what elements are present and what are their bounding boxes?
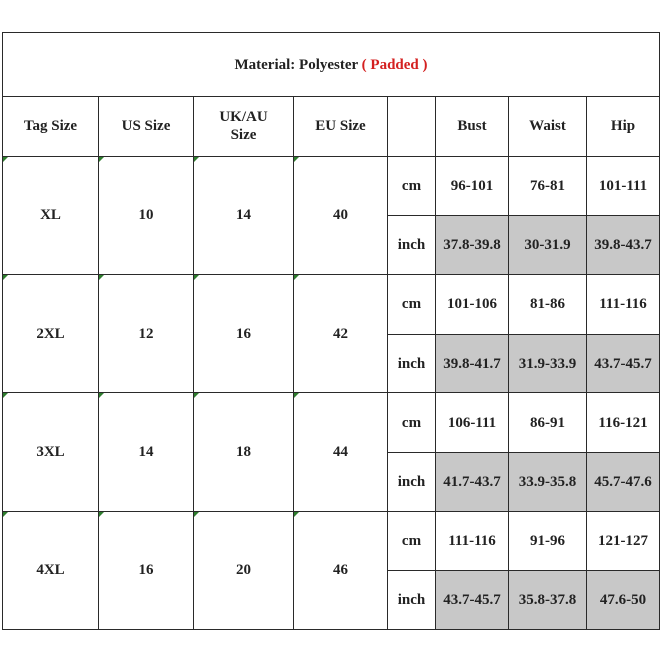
bust-inch-cell: 43.7-45.7 [436,571,509,630]
tag-size-cell: 3XL [3,393,99,511]
bust-cm-cell: 96-101 [436,156,509,216]
bust-cm-cell: 106-111 [436,393,509,453]
uk-au-size-cell: 14 [194,156,294,274]
uk-au-size-cell: 16 [194,275,294,393]
unit-inch-cell: inch [388,334,436,393]
unit-cm-cell: cm [388,156,436,216]
unit-inch-cell: inch [388,571,436,630]
bust-cm-cell: 101-106 [436,275,509,335]
header-waist: Waist [509,97,587,157]
us-size-cell: 12 [99,275,194,393]
header-unit [388,97,436,157]
eu-size-cell: 40 [294,156,388,274]
bust-inch-cell: 39.8-41.7 [436,334,509,393]
table-row [3,156,660,216]
unit-inch-cell: inch [388,216,436,275]
us-size-cell: 16 [99,511,194,629]
unit-cm-cell: cm [388,275,436,335]
title-text: Material: Polyester [234,56,358,73]
tag-size-cell: 4XL [3,511,99,629]
eu-size-cell: 46 [294,511,388,629]
waist-inch-cell: 31.9-33.9 [509,334,587,393]
hip-inch-cell: 45.7-47.6 [587,453,660,512]
waist-inch-cell: 33.9-35.8 [509,453,587,512]
us-size-cell: 10 [99,156,194,274]
header-row [3,97,660,157]
waist-cm-cell: 81-86 [509,275,587,335]
bust-cm-cell: 111-116 [436,511,509,571]
bust-inch-cell: 37.8-39.8 [436,216,509,275]
table-title [3,33,660,97]
header-uk-au-line2: Size [230,127,257,144]
header-bust: Bust [436,97,509,157]
eu-size-cell: 42 [294,275,388,393]
table-row [3,393,660,453]
bust-inch-cell: 41.7-43.7 [436,453,509,512]
hip-inch-cell: 43.7-45.7 [587,334,660,393]
tag-size-cell: XL [3,156,99,274]
header-uk-au-line1: UK/AU [219,109,268,126]
header-us-size: US Size [99,97,194,157]
waist-inch-cell: 30-31.9 [509,216,587,275]
waist-cm-cell: 76-81 [509,156,587,216]
hip-cm-cell: 111-116 [587,275,660,335]
unit-cm-cell: cm [388,511,436,571]
us-size-cell: 14 [99,393,194,511]
waist-cm-cell: 91-96 [509,511,587,571]
unit-inch-cell: inch [388,453,436,512]
eu-size-cell: 44 [294,393,388,511]
title-padded-note: ( Padded ) [361,56,428,73]
hip-cm-cell: 101-111 [587,156,660,216]
uk-au-size-cell: 20 [194,511,294,629]
hip-inch-cell: 39.8-43.7 [587,216,660,275]
waist-cm-cell: 86-91 [509,393,587,453]
header-hip: Hip [587,97,660,157]
hip-cm-cell: 121-127 [587,511,660,571]
size-chart-table [2,32,660,630]
table-row [3,511,660,571]
hip-inch-cell: 47.6-50 [587,571,660,630]
unit-cm-cell: cm [388,393,436,453]
header-tag-size: Tag Size [3,97,99,157]
tag-size-cell: 2XL [3,275,99,393]
uk-au-size-cell: 18 [194,393,294,511]
hip-cm-cell: 116-121 [587,393,660,453]
header-eu-size: EU Size [294,97,388,157]
waist-inch-cell: 35.8-37.8 [509,571,587,630]
table-row [3,275,660,335]
header-uk-au-size [194,97,294,157]
